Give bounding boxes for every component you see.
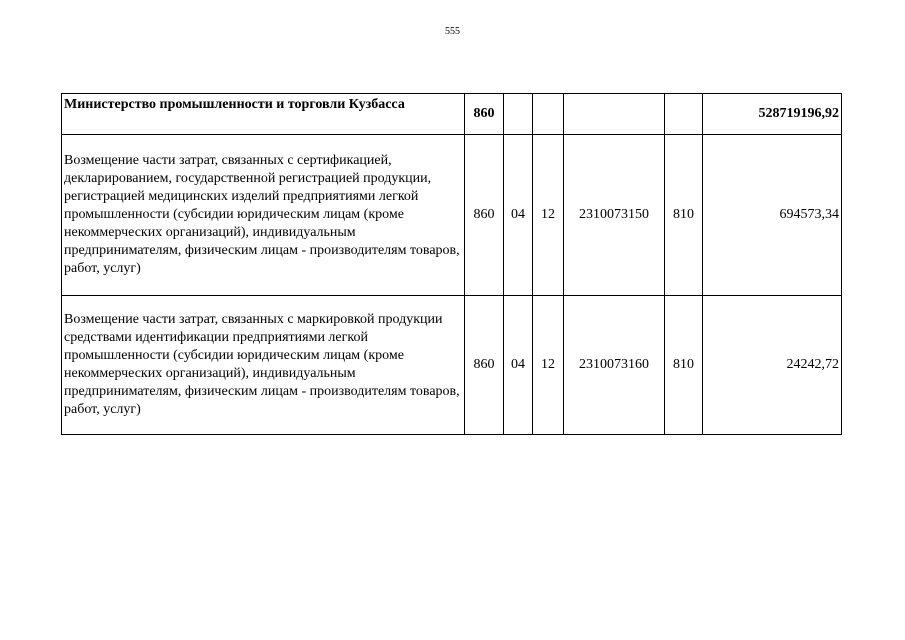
budget-table [61, 93, 842, 435]
row-name: Возмещение части затрат, связанных с маркировкой продукции средствами идентификации предприятиями легкой промышленности (субсидии юридическим лицам (кроме некоммерческих организаций), индивидуальным предпринимателям, физическим лицам - производителям товаров, работ, услуг) [62, 296, 465, 435]
amount-cell: 528719196,92 [703, 94, 842, 135]
ministry-code-cell: 860 [465, 135, 504, 296]
table-row [62, 135, 842, 296]
target-article-cell: 2310073150 [564, 135, 665, 296]
subsection-cell [533, 94, 564, 135]
subsection-cell: 12 [533, 296, 564, 435]
section-cell: 04 [504, 296, 533, 435]
row-name: Возмещение части затрат, связанных с сертификацией, декларированием, государственной регистрацией продукции, регистрацией медицинских изделий предприятиями легкой промышленности (субсидии юридическим лицам (кроме некоммерческих организаций), индивидуальным предпринимателям, физическим лицам - производителям товаров, работ, услуг) [62, 135, 465, 296]
expense-type-cell: 810 [665, 296, 703, 435]
section-cell [504, 94, 533, 135]
subsection-cell: 12 [533, 135, 564, 296]
ministry-code-cell: 860 [465, 296, 504, 435]
amount-cell: 24242,72 [703, 296, 842, 435]
expense-type-cell [665, 94, 703, 135]
table-row-ministry [62, 94, 842, 135]
target-article-cell [564, 94, 665, 135]
page-number: 555 [445, 26, 460, 37]
row-name: Министерство промышленности и торговли Кузбасса [62, 94, 465, 135]
target-article-cell: 2310073160 [564, 296, 665, 435]
expense-type-cell: 810 [665, 135, 703, 296]
table-row [62, 296, 842, 435]
section-cell: 04 [504, 135, 533, 296]
ministry-code-cell: 860 [465, 94, 504, 135]
amount-cell: 694573,34 [703, 135, 842, 296]
